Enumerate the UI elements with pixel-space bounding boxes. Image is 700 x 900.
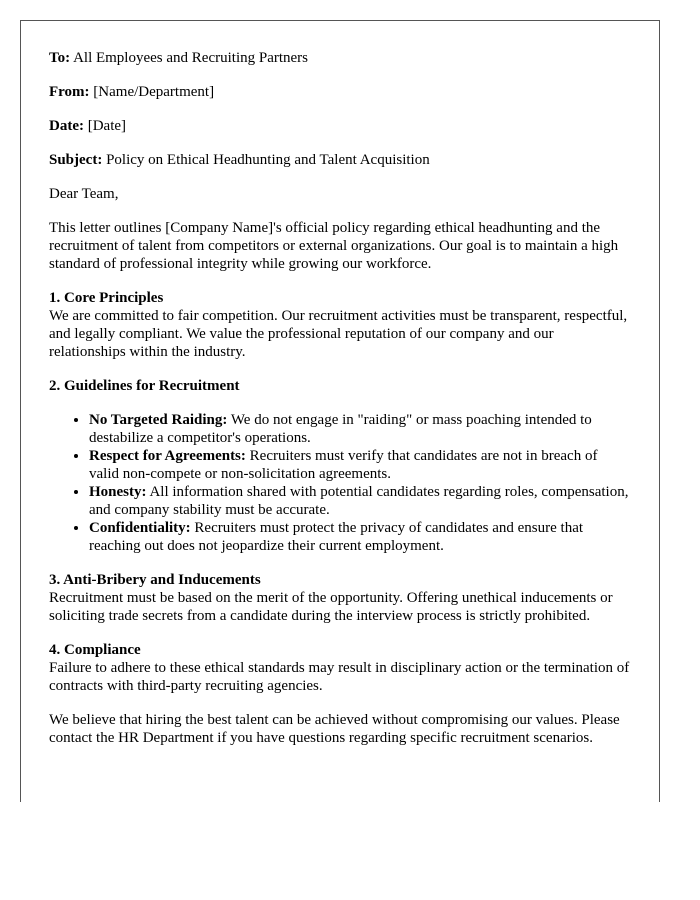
section-core-principles: [49, 289, 631, 361]
to-value: All Employees and Recruiting Partners: [73, 50, 309, 66]
list-item-term: Respect for Agreements:: [89, 448, 246, 464]
section-guidelines-title: [49, 377, 631, 395]
list-item-text: Recruiters must verify that candidates are not in breach of valid non-compete or non-solicitation agreements.: [89, 448, 598, 482]
list-item-term: No Targeted Raiding:: [89, 412, 228, 428]
section-anti-bribery: [49, 571, 631, 625]
date-label: Date:: [49, 118, 84, 134]
section-title: 2. Guidelines for Recruitment: [49, 378, 240, 394]
subject-line: [49, 151, 631, 169]
list-item-text: We do not engage in "raiding" or mass poaching intended to destabilize a competitor's operations.: [89, 412, 592, 446]
section-title: 4. Compliance: [49, 642, 141, 658]
list-item-text: Recruiters must protect the privacy of candidates and ensure that reaching out does not jeopardize their current employment.: [89, 520, 584, 554]
section-body: Failure to adhere to these ethical standards may result in disciplinary action or the termination of contracts with third-party recruiting agencies.: [49, 660, 630, 694]
list-item: [89, 483, 631, 519]
closing-paragraph: We believe that hiring the best talent can be achieved without compromising our values. Please contact the HR Department if you have questions regarding specific recruitment scenarios.: [49, 712, 620, 746]
list-item-term: Honesty:: [89, 484, 147, 500]
list-item-text: All information shared with potential candidates regarding roles, compensation, and company stability must be accurate.: [89, 484, 629, 518]
guidelines-list: [49, 411, 631, 555]
date-value: [Date]: [87, 118, 127, 134]
list-item: [89, 411, 631, 447]
from-label: From:: [49, 84, 90, 100]
section-body: Recruitment must be based on the merit of the opportunity. Offering unethical inducements or soliciting trade secrets from a candidate during the interview process is strictly prohibited.: [49, 590, 613, 624]
subject-label: Subject:: [49, 152, 103, 168]
date-line: [49, 117, 631, 135]
list-item-term: Confidentiality:: [89, 520, 191, 536]
from-value: [Name/Department]: [93, 84, 215, 100]
intro-paragraph: This letter outlines [Company Name]'s official policy regarding ethical headhunting and the recruitment of talent from competitors or external organizations. Our goal is to maintain a high standard of professional integrity while growing our workforce.: [49, 220, 619, 272]
to-label: To:: [49, 50, 71, 66]
section-body: We are committed to fair competition. Our recruitment activities must be transparent, respectful, and legally compliant. We value the professional reputation of our company and our relationships within the industry.: [49, 308, 628, 360]
list-item: [89, 447, 631, 483]
section-title: 1. Core Principles: [49, 290, 164, 306]
from-line: [49, 83, 631, 101]
section-compliance: [49, 641, 631, 695]
section-title: 3. Anti-Bribery and Inducements: [49, 572, 261, 588]
to-line: [49, 49, 631, 67]
subject-value: Policy on Ethical Headhunting and Talent Acquisition: [106, 152, 430, 168]
policy-letter: [20, 20, 660, 802]
greeting: Dear Team,: [49, 186, 119, 202]
list-item: [89, 519, 631, 555]
